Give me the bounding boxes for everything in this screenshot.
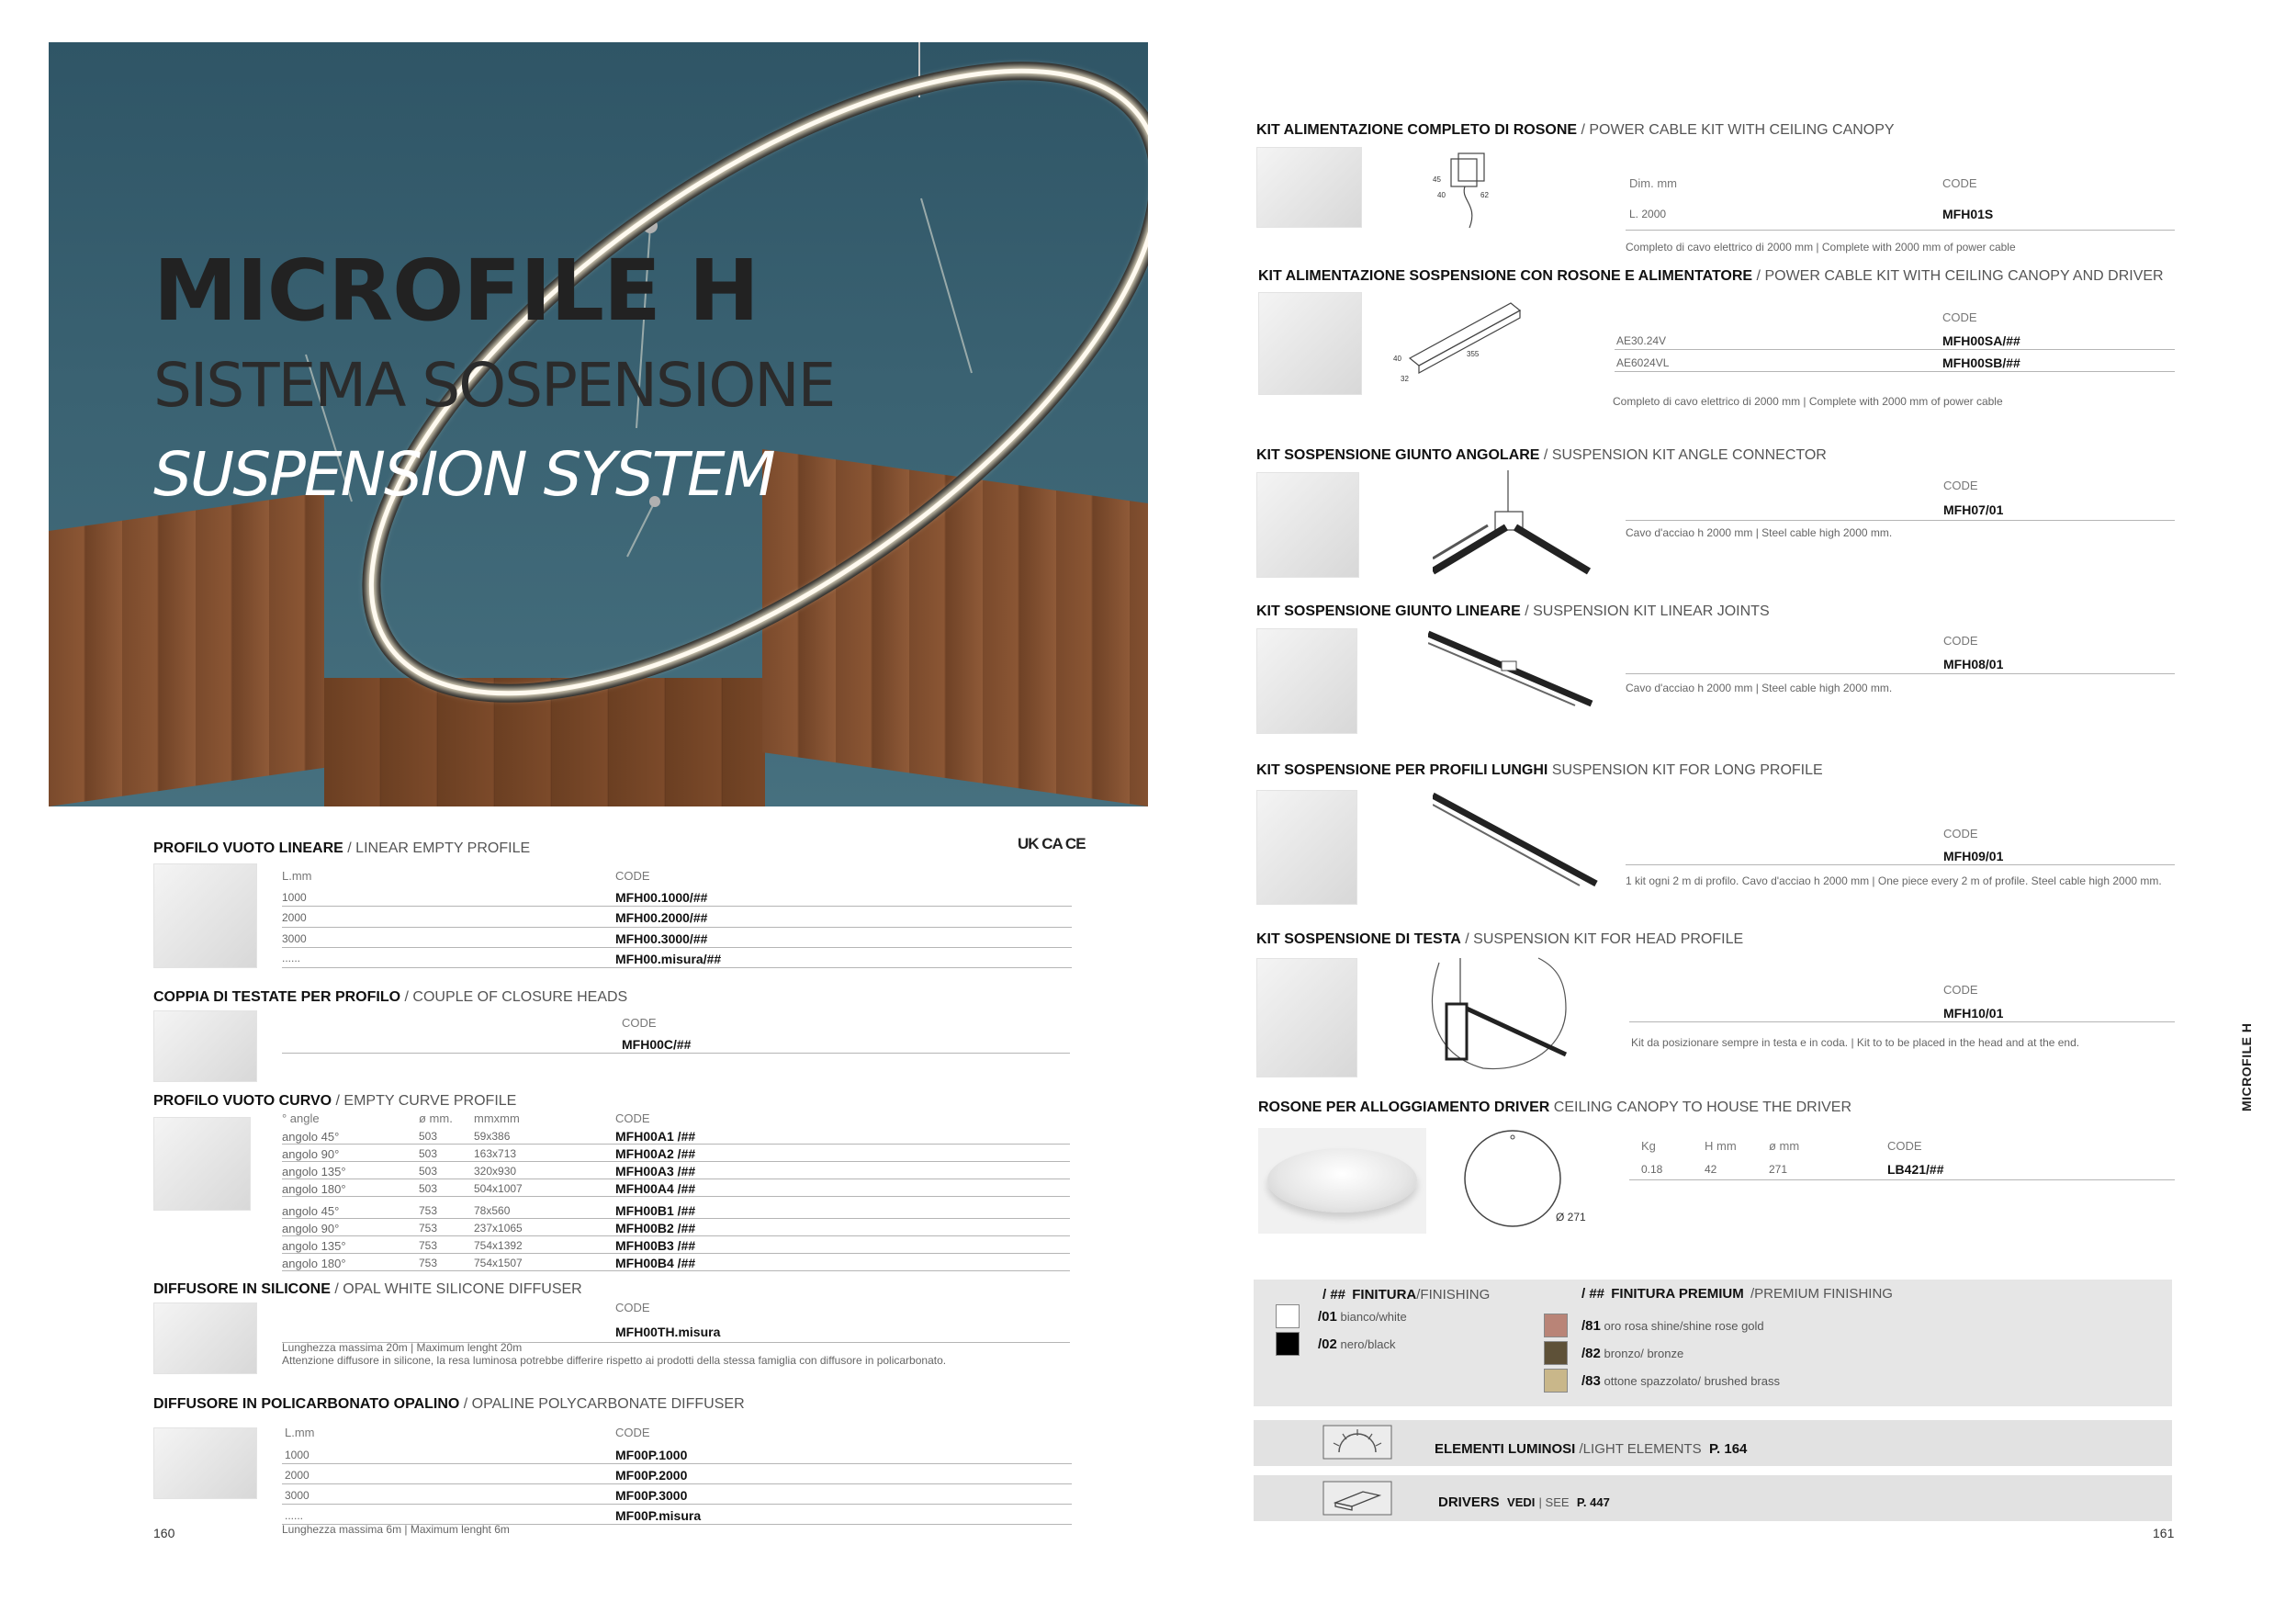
col-header-code: CODE <box>1943 634 1978 648</box>
drivers-link[interactable]: DRIVERS VEDI | SEE P. 447 <box>1438 1494 1610 1510</box>
row-divider <box>282 947 1072 948</box>
table-cell-length: 2000 <box>285 1469 310 1482</box>
long-profile-drawing <box>1433 792 1598 888</box>
table-cell-code: MF00P.misura <box>615 1508 702 1523</box>
table-cell-code: MF00P.2000 <box>615 1468 688 1483</box>
table-cell-code: MFH00A4 /## <box>615 1181 696 1196</box>
table-cell-code: MFH07/01 <box>1943 502 2004 517</box>
hero-subtitle-it: SISTEMA SOSPENSIONE <box>153 350 835 421</box>
table-cell-dimension: 754x1507 <box>474 1257 523 1269</box>
table-cell-angle: angolo 90° <box>282 1147 340 1161</box>
col-header-weight: Kg <box>1641 1139 1656 1153</box>
table-cell-code: MFH08/01 <box>1943 657 2004 671</box>
table-cell-length: 3000 <box>285 1489 310 1502</box>
table-cell-code: MFH00.1000/## <box>615 890 708 905</box>
row-divider <box>282 1270 1070 1271</box>
col-header-code: CODE <box>622 1016 657 1030</box>
certification-marks: UK CA CE <box>1018 835 1086 852</box>
table-cell-dimension: 320x930 <box>474 1165 517 1178</box>
row-divider <box>1626 673 2175 674</box>
power-kit-image <box>1256 147 1362 228</box>
light-element-icon <box>1322 1425 1392 1460</box>
table-cell-diameter: 753 <box>419 1204 438 1217</box>
table-cell-dimension: 78x560 <box>474 1204 511 1217</box>
table-cell-length: 2000 <box>282 911 307 924</box>
power-kit-drawing <box>1424 150 1506 232</box>
row-divider <box>1615 371 2175 372</box>
col-header-angle: ° angle <box>282 1111 320 1125</box>
table-cell-dimension: 163x713 <box>474 1147 517 1160</box>
col-header-diameter: ø mm <box>1769 1139 1800 1153</box>
hero-title: MICROFILE H <box>153 242 759 340</box>
table-cell-code: MFH00SB/## <box>1942 355 2020 370</box>
svg-text:45: 45 <box>1433 175 1441 184</box>
table-cell-code: MFH00TH.misura <box>615 1325 721 1339</box>
table-cell-length: ...... <box>285 1509 304 1522</box>
finish-swatch-label: /83 ottone spazzolato/ brushed brass <box>1581 1373 1780 1389</box>
table-cell-angle: angolo 135° <box>282 1239 346 1253</box>
col-header-code: CODE <box>615 1301 650 1314</box>
finish-standard-title: / ## FINITURA/FINISHING <box>1322 1287 1491 1303</box>
row-divider <box>1629 1179 2175 1180</box>
table-cell-code: MFH00.3000/## <box>615 931 708 946</box>
col-header-code: CODE <box>1943 827 1978 840</box>
table-cell-diameter: 753 <box>419 1239 438 1252</box>
finish-swatch <box>1276 1304 1300 1328</box>
page-number-left: 160 <box>153 1526 175 1540</box>
curve-profile-image <box>153 1117 251 1211</box>
table-cell-diameter: 503 <box>419 1165 438 1178</box>
table-cell-code: MFH00B4 /## <box>615 1256 696 1270</box>
table-cell-dimension: 237x1065 <box>474 1222 523 1235</box>
table-cell-driver: AE6024VL <box>1616 356 1670 369</box>
section-title-curve-profile: PROFILO VUOTO CURVO / EMPTY CURVE PROFILE <box>153 1093 517 1109</box>
section-title-long-profile: KIT SOSPENSIONE PER PROFILI LUNGHI SUSPENSION KIT FOR LONG PROFILE <box>1256 762 1823 778</box>
finish-swatch <box>1276 1332 1300 1356</box>
row-divider <box>282 1053 1070 1054</box>
table-cell-dimension: 504x1007 <box>474 1182 523 1195</box>
power-kit-driver-note: Completo di cavo elettrico di 2000 mm | Complete with 2000 mm of power cable <box>1613 395 2003 408</box>
svg-text:40: 40 <box>1437 191 1446 199</box>
table-cell-length: 3000 <box>282 932 307 945</box>
table-cell-dimension: 754x1392 <box>474 1239 523 1252</box>
polycarbonate-diffuser-image <box>153 1427 257 1499</box>
head-profile-image <box>1256 958 1357 1077</box>
svg-text:40: 40 <box>1393 355 1401 363</box>
table-cell-diameter: 503 <box>419 1130 438 1143</box>
table-cell-diameter: 753 <box>419 1222 438 1235</box>
table-cell-length: 1000 <box>282 891 307 904</box>
finish-swatch-label: /02 nero/black <box>1318 1336 1396 1352</box>
table-cell-diameter: 503 <box>419 1147 438 1160</box>
silicone-diffuser-image <box>153 1303 257 1374</box>
table-cell-code: MFH00A3 /## <box>615 1164 696 1179</box>
table-cell-length: 1000 <box>285 1449 310 1461</box>
hero-image <box>49 42 1148 806</box>
linear-joints-note: Cavo d'acciao h 2000 mm | Steel cable high 2000 mm. <box>1626 682 1893 694</box>
table-cell-angle: angolo 180° <box>282 1257 346 1270</box>
long-profile-note: 1 kit ogni 2 m di profilo. Cavo d'acciao h 2000 mm | One piece every 2 m of profile. Steel cable high 2000 mm. <box>1626 874 2162 887</box>
table-cell-code: MFH10/01 <box>1943 1006 2004 1021</box>
section-title-linear-profile: PROFILO VUOTO LINEARE / LINEAR EMPTY PROFILE <box>153 840 531 856</box>
table-cell-weight: 0.18 <box>1641 1163 1663 1176</box>
silicone-note-warning: Attenzione diffusore in silicone, la resa luminosa potrebbe differire rispetto ai prodotti della stessa famiglia con diffusore in policarbonato. <box>282 1354 947 1367</box>
table-cell-diameter: 503 <box>419 1182 438 1195</box>
linear-joints-drawing <box>1428 630 1593 708</box>
col-header-code: CODE <box>615 1426 650 1439</box>
finish-premium-title: / ## FINITURA PREMIUM /PREMIUM FINISHING <box>1581 1286 1893 1302</box>
polycarbonate-note: Lunghezza massima 6m | Maximum lenght 6m <box>282 1523 510 1536</box>
col-header-code: CODE <box>615 1111 650 1125</box>
table-cell-code: MFH00B3 /## <box>615 1238 696 1253</box>
row-divider <box>1626 230 2175 231</box>
linear-joints-image <box>1256 628 1357 734</box>
finish-swatch-label: /81 oro rosa shine/shine rose gold <box>1581 1318 1764 1334</box>
power-kit-note: Completo di cavo elettrico di 2000 mm | Complete with 2000 mm of power cable <box>1626 241 2016 254</box>
svg-text:32: 32 <box>1401 375 1409 383</box>
row-divider <box>1626 864 2175 865</box>
col-header-dimension: mmxmm <box>474 1111 520 1125</box>
table-cell-code: MFH01S <box>1942 207 1994 221</box>
table-cell-code: MFH00.2000/## <box>615 910 708 925</box>
head-profile-drawing <box>1428 953 1575 1073</box>
table-cell-diameter: 271 <box>1769 1163 1788 1176</box>
col-header-length: L.mm <box>285 1426 315 1439</box>
col-header-length: L.mm <box>282 869 312 883</box>
row-divider <box>282 967 1072 968</box>
section-title-power-kit: KIT ALIMENTAZIONE COMPLETO DI ROSONE / POWER CABLE KIT WITH CEILING CANOPY <box>1256 122 1895 138</box>
section-title-power-kit-driver: KIT ALIMENTAZIONE SOSPENSIONE CON ROSONE E ALIMENTATORE / POWER CABLE KIT WITH CEILING CANOPY AND DRIVER <box>1258 268 2164 284</box>
side-tab-label: MICROFILE H <box>2239 1022 2254 1111</box>
row-divider <box>282 1161 1070 1162</box>
section-title-ceiling-canopy: ROSONE PER ALLOGGIAMENTO DRIVER CEILING CANOPY TO HOUSE THE DRIVER <box>1258 1100 1852 1115</box>
col-header-code: CODE <box>1942 176 1977 190</box>
table-cell-code: MFH00A2 /## <box>615 1146 696 1161</box>
section-title-linear-joints: KIT SOSPENSIONE GIUNTO LINEARE / SUSPENSION KIT LINEAR JOINTS <box>1256 603 1770 619</box>
table-cell-code: MFH00SA/## <box>1942 333 2020 348</box>
finish-swatch <box>1544 1369 1568 1393</box>
svg-text:62: 62 <box>1480 191 1489 199</box>
row-divider <box>282 1253 1070 1254</box>
table-cell-diameter: 753 <box>419 1257 438 1269</box>
table-cell-dimension: L. 2000 <box>1629 208 1667 220</box>
row-divider <box>282 1483 1072 1484</box>
row-divider <box>282 1144 1070 1145</box>
finish-swatch-label: /01 bianco/white <box>1318 1309 1407 1325</box>
table-cell-code: MFH00B2 /## <box>615 1221 696 1235</box>
angle-connector-note: Cavo d'acciao h 2000 mm | Steel cable high 2000 mm. <box>1626 526 1893 539</box>
table-cell-code: MFH00.misura/## <box>615 952 722 966</box>
section-title-polycarbonate-diffuser: DIFFUSORE IN POLICARBONATO OPALINO / OPALINE POLYCARBONATE DIFFUSER <box>153 1396 745 1412</box>
section-title-silicone-diffuser: DIFFUSORE IN SILICONE / OPAL WHITE SILICONE DIFFUSER <box>153 1281 582 1297</box>
row-divider <box>1615 349 2175 350</box>
table-cell-angle: angolo 90° <box>282 1222 340 1235</box>
row-divider <box>282 906 1072 907</box>
table-cell-angle: angolo 45° <box>282 1204 340 1218</box>
table-cell-code: MF00P.3000 <box>615 1488 688 1503</box>
col-header-code: CODE <box>615 869 650 883</box>
table-cell-length: ...... <box>282 952 301 964</box>
table-cell-angle: angolo 45° <box>282 1130 340 1144</box>
table-cell-driver: AE30.24V <box>1616 334 1667 347</box>
table-cell-dimension: 59x386 <box>474 1130 511 1143</box>
row-divider <box>282 1196 1070 1197</box>
section-title-angle-connector: KIT SOSPENSIONE GIUNTO ANGOLARE / SUSPENSION KIT ANGLE CONNECTOR <box>1256 447 1827 463</box>
silicone-note-length: Lunghezza massima 20m | Maximum lenght 20m <box>282 1341 523 1354</box>
driver-icon <box>1322 1481 1392 1516</box>
power-kit-driver-drawing <box>1391 294 1529 386</box>
col-header-height: H mm <box>1705 1139 1737 1153</box>
col-header-diameter: ø mm. <box>419 1111 453 1125</box>
col-header-code: CODE <box>1943 479 1978 492</box>
long-profile-image <box>1256 790 1357 905</box>
power-kit-driver-image <box>1258 292 1362 395</box>
closure-heads-image <box>153 1010 257 1082</box>
table-cell-angle: angolo 180° <box>282 1182 346 1196</box>
hero-subtitle-en: SUSPENSION SYSTEM <box>153 439 774 510</box>
row-divider <box>282 1463 1072 1464</box>
section-title-head-profile: KIT SOSPENSIONE DI TESTA / SUSPENSION KIT FOR HEAD PROFILE <box>1256 931 1744 947</box>
linear-profile-image <box>153 863 257 968</box>
head-profile-note: Kit da posizionare sempre in testa e in coda. | Kit to to be placed in the head and at the end. <box>1631 1036 2080 1049</box>
row-divider <box>282 1218 1070 1219</box>
finish-swatch <box>1544 1341 1568 1365</box>
svg-text:355: 355 <box>1467 350 1480 358</box>
row-divider <box>1626 520 2175 521</box>
table-cell-code: MFH00C/## <box>622 1037 692 1052</box>
table-cell-height: 42 <box>1705 1163 1717 1176</box>
finish-swatch-label: /82 bronzo/ bronze <box>1581 1346 1684 1361</box>
angle-connector-drawing <box>1433 470 1593 581</box>
row-divider <box>282 927 1072 928</box>
table-cell-code: MFH00A1 /## <box>615 1129 696 1144</box>
section-title-closure-heads: COPPIA DI TESTATE PER PROFILO / COUPLE OF CLOSURE HEADS <box>153 989 628 1005</box>
table-cell-code: MFH09/01 <box>1943 849 2004 863</box>
row-divider <box>1629 1021 2175 1022</box>
table-cell-code: LB421/## <box>1887 1162 1944 1177</box>
ring-luminaire-graphic <box>49 42 1148 806</box>
canopy-diameter-label: Ø 271 <box>1556 1211 1586 1224</box>
table-cell-code: MF00P.1000 <box>615 1448 688 1462</box>
finish-swatch <box>1544 1314 1568 1337</box>
table-cell-code: MFH00B1 /## <box>615 1203 696 1218</box>
row-divider <box>282 1504 1072 1505</box>
row-divider <box>282 1235 1070 1236</box>
ceiling-canopy-image <box>1258 1128 1426 1234</box>
light-elements-link[interactable]: ELEMENTI LUMINOSI /LIGHT ELEMENTS P. 164 <box>1435 1441 1748 1457</box>
col-header-code: CODE <box>1942 310 1977 324</box>
page-number-right: 161 <box>2153 1526 2175 1540</box>
table-cell-angle: angolo 135° <box>282 1165 346 1179</box>
col-header-code: CODE <box>1887 1139 1922 1153</box>
angle-connector-image <box>1256 472 1359 578</box>
col-header-code: CODE <box>1943 983 1978 997</box>
col-header-dimension: Dim. mm <box>1629 176 1677 190</box>
